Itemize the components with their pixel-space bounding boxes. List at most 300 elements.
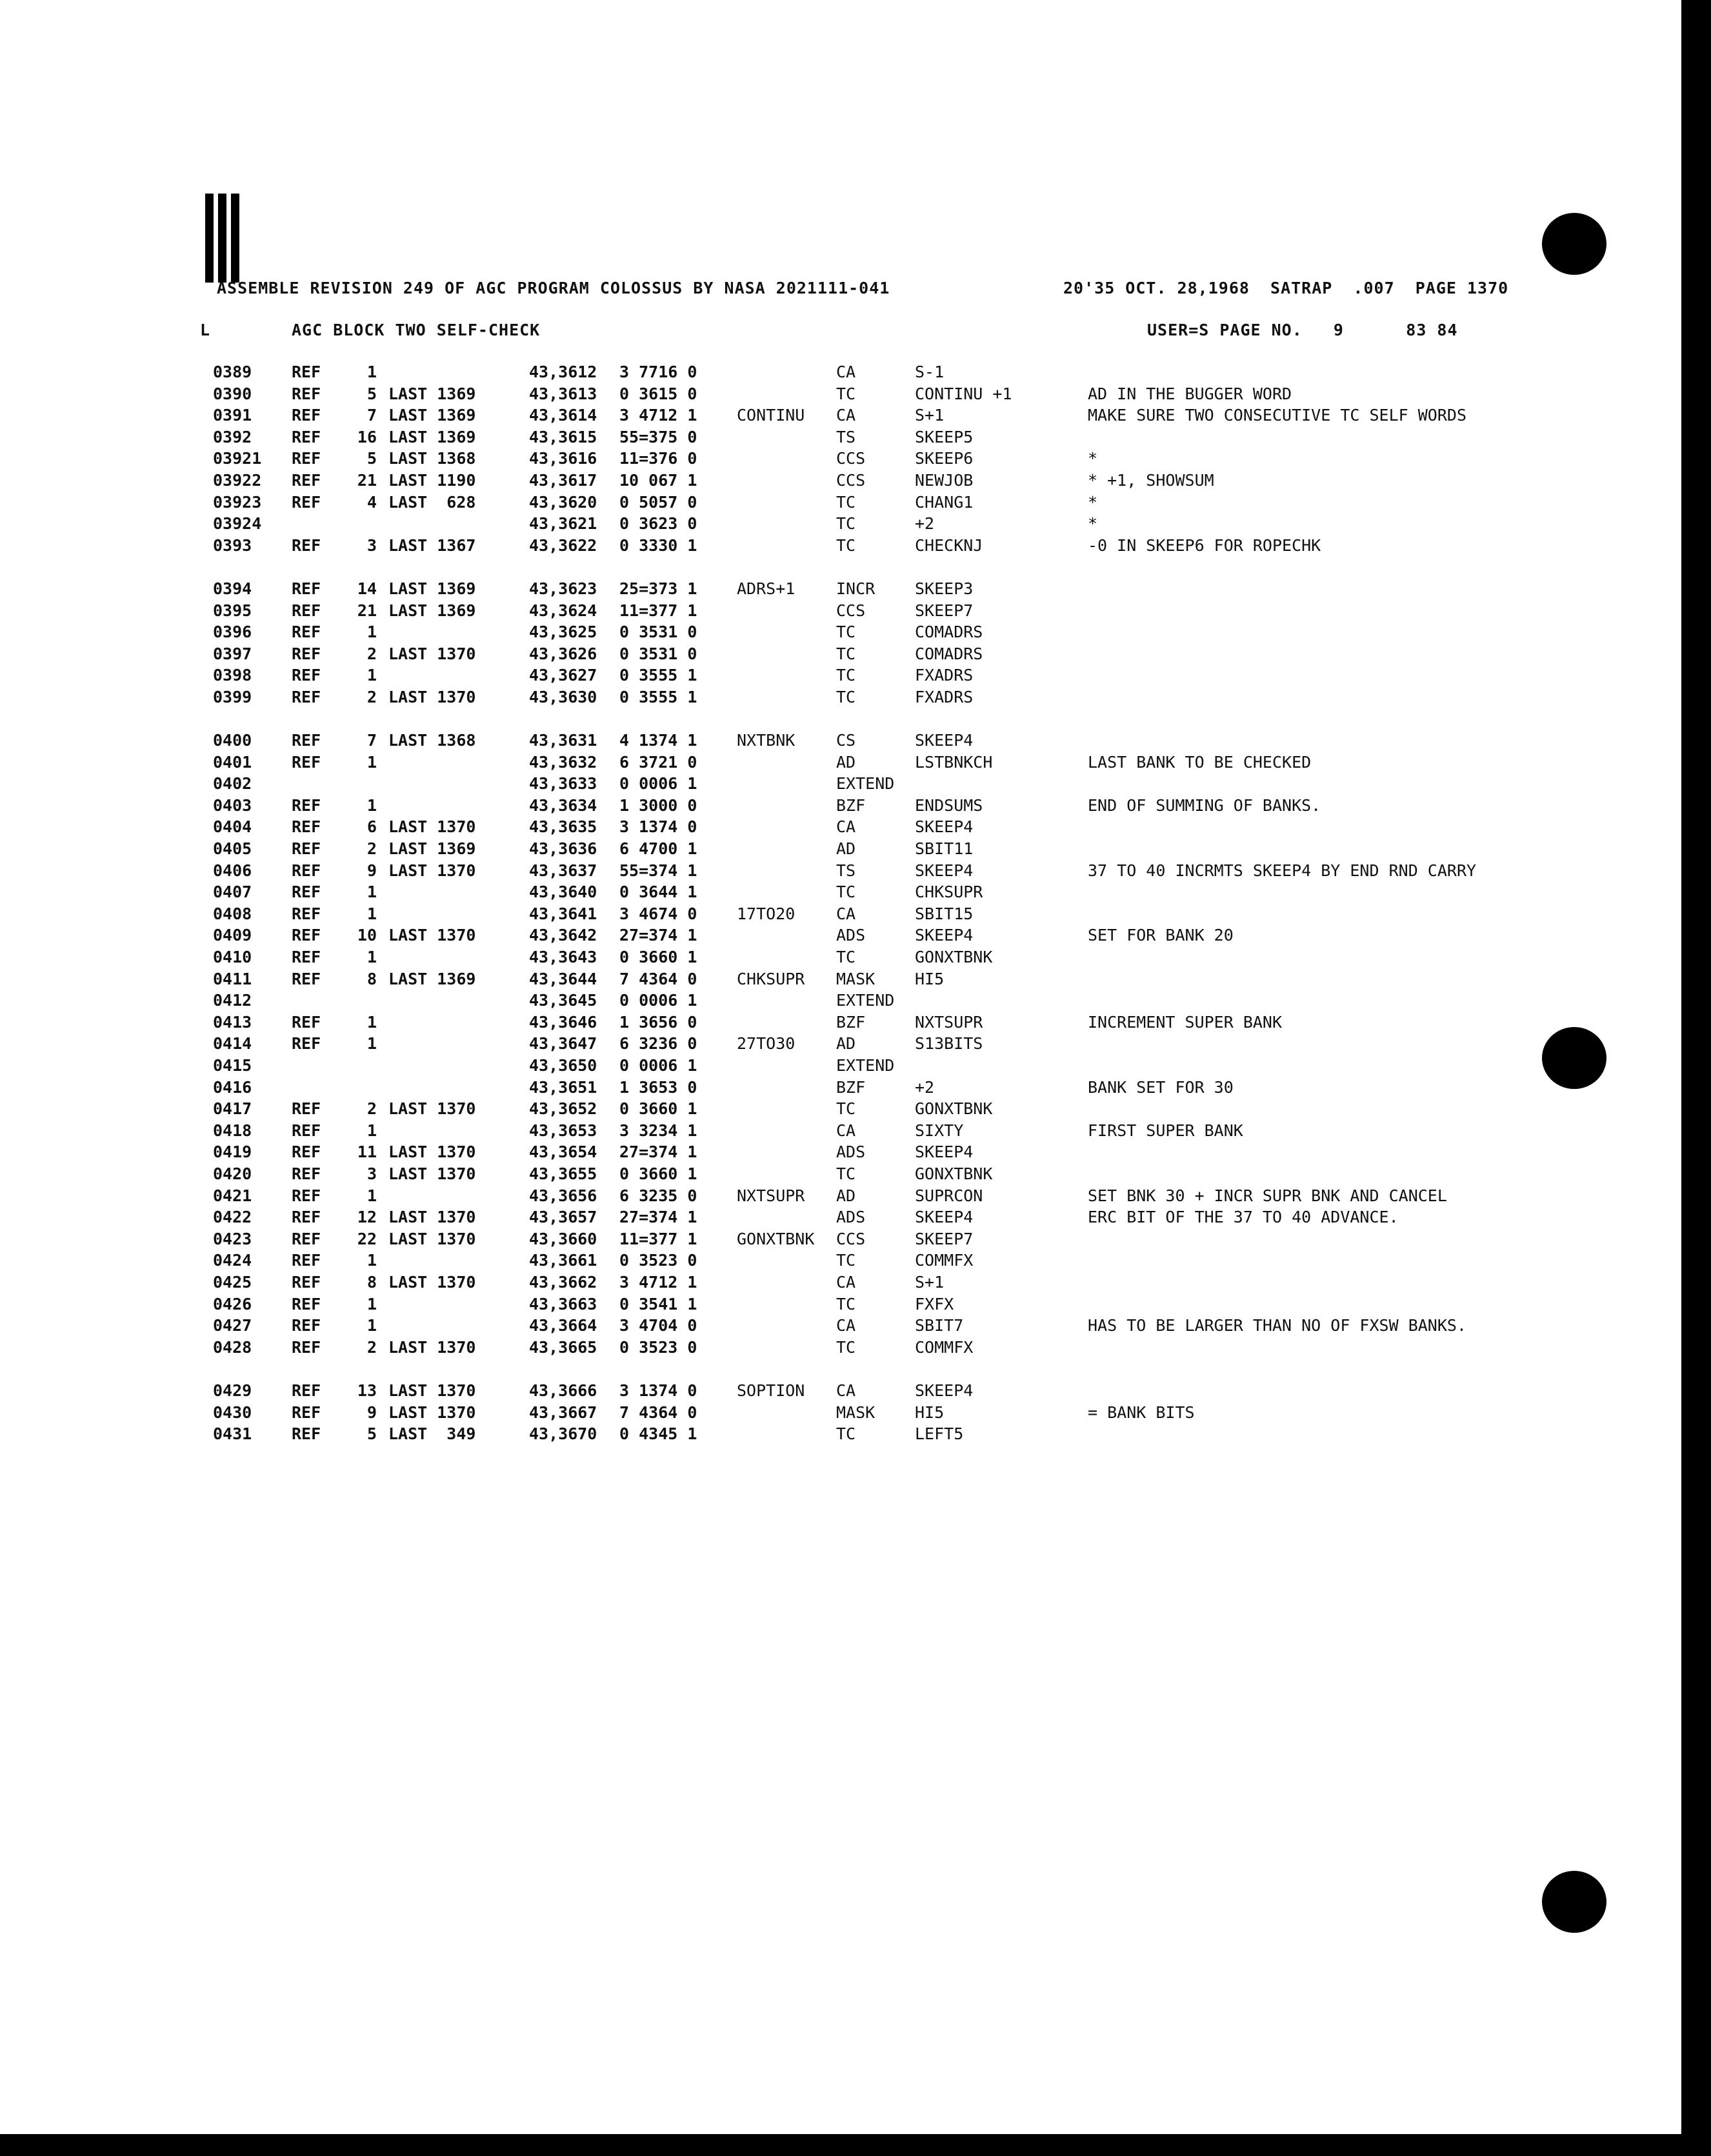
line-number: 0394 — [213, 579, 252, 598]
opcode: EXTEND — [836, 1056, 895, 1075]
line-number: 0428 — [213, 1337, 252, 1357]
ref-marker: REF — [292, 1251, 321, 1270]
listing-row — [0, 1099, 1677, 1121]
octal-code: 1 3656 0 — [619, 1012, 697, 1032]
octal-code: 0 3531 0 — [619, 644, 697, 663]
octal-code: 0 0006 1 — [619, 1056, 697, 1075]
symbol-label: CONTINU — [737, 406, 805, 425]
listing-row — [0, 363, 1677, 384]
listing-row — [0, 883, 1677, 904]
listing-row — [0, 774, 1677, 796]
memory-address: 43,3647 — [529, 1034, 597, 1053]
line-number: 0411 — [213, 969, 252, 988]
listing-row — [0, 1424, 1677, 1446]
octal-code: 55=374 1 — [619, 861, 697, 880]
octal-code: 0 3660 1 — [619, 1099, 697, 1119]
line-number: 0393 — [213, 535, 252, 555]
symbol-label: SOPTION — [737, 1381, 805, 1400]
octal-code: 3 4712 1 — [619, 406, 697, 425]
line-number: 0422 — [213, 1208, 252, 1227]
memory-address: 43,3632 — [529, 752, 597, 772]
ref-count: 2 — [366, 1099, 377, 1119]
octal-code: 1 3000 0 — [619, 795, 697, 815]
punch-hole-bottom — [1542, 1871, 1606, 1933]
opcode: ADS — [836, 926, 866, 945]
operand: FXADRS — [915, 687, 974, 706]
ref-count: 1 — [366, 1294, 377, 1313]
assembly-date-page: 20'35 OCT. 28,1968 SATRAP .007 PAGE 1370 — [1063, 279, 1509, 297]
memory-address: 43,3644 — [529, 969, 597, 988]
line-number: 0424 — [213, 1251, 252, 1270]
ref-count: 1 — [366, 1251, 377, 1270]
listing-row — [0, 1121, 1677, 1143]
ref-marker: REF — [292, 406, 321, 425]
listing-row — [0, 428, 1677, 450]
opcode: TC — [836, 687, 856, 706]
block-title: AGC BLOCK TWO SELF-CHECK — [292, 321, 541, 339]
listing-row — [0, 1273, 1677, 1295]
listing-row — [0, 839, 1677, 861]
symbol-label: GONXTBNK — [737, 1229, 815, 1248]
opcode: INCR — [836, 579, 876, 598]
opcode: AD — [836, 1034, 856, 1053]
memory-address: 43,3625 — [529, 623, 597, 642]
operand: SKEEP4 — [915, 1143, 974, 1162]
last-ref: LAST 1369 — [388, 427, 476, 446]
octal-code: 0 3330 1 — [619, 535, 697, 555]
operand: COMMFX — [915, 1251, 974, 1270]
ref-marker: REF — [292, 687, 321, 706]
line-number: 0395 — [213, 601, 252, 620]
line-number: 0389 — [213, 363, 252, 381]
comment: LAST BANK TO BE CHECKED — [1088, 752, 1312, 772]
ref-count: 7 — [366, 731, 377, 750]
opcode: ADS — [836, 1208, 866, 1227]
operand: S+1 — [915, 406, 945, 425]
opcode: CCS — [836, 601, 866, 620]
operand: GONXTBNK — [915, 1164, 993, 1183]
line-number: 0412 — [213, 991, 252, 1010]
comment: * +1, SHOWSUM — [1088, 470, 1214, 490]
ref-marker: REF — [292, 926, 321, 945]
comment: BANK SET FOR 30 — [1088, 1077, 1234, 1097]
memory-address: 43,3635 — [529, 817, 597, 837]
ref-count: 21 — [357, 470, 377, 490]
comment: = BANK BITS — [1088, 1402, 1195, 1422]
line-number: 0398 — [213, 666, 252, 685]
memory-address: 43,3661 — [529, 1251, 597, 1270]
memory-address: 43,3637 — [529, 861, 597, 880]
operand: S13BITS — [915, 1034, 983, 1053]
octal-code: 11=377 1 — [619, 601, 697, 620]
last-ref: LAST 1370 — [388, 1099, 476, 1119]
ref-count: 1 — [366, 1121, 377, 1140]
octal-code: 27=374 1 — [619, 926, 697, 945]
memory-address: 43,3666 — [529, 1381, 597, 1400]
listing-row — [0, 1316, 1677, 1338]
memory-address: 43,3626 — [529, 644, 597, 663]
listing-row — [0, 1295, 1677, 1317]
ref-count: 8 — [366, 969, 377, 988]
listing-row — [0, 1056, 1677, 1078]
listing-row — [0, 753, 1677, 775]
ref-count: 21 — [357, 601, 377, 620]
ref-marker: REF — [292, 601, 321, 620]
line-number: 0420 — [213, 1164, 252, 1183]
operand: FXADRS — [915, 666, 974, 685]
ref-count: 12 — [357, 1208, 377, 1227]
opcode: CS — [836, 731, 856, 750]
ref-marker: REF — [292, 644, 321, 663]
memory-address: 43,3622 — [529, 535, 597, 555]
ref-count: 1 — [366, 666, 377, 685]
operand: NEWJOB — [915, 470, 974, 490]
octal-code: 1 3653 0 — [619, 1077, 697, 1097]
ref-marker: REF — [292, 731, 321, 750]
operand: COMADRS — [915, 644, 983, 663]
operand: SKEEP5 — [915, 427, 974, 446]
listing-row — [0, 514, 1677, 536]
ref-count: 3 — [366, 535, 377, 555]
line-number: 0414 — [213, 1034, 252, 1053]
opcode: CA — [836, 406, 856, 425]
ref-count: 11 — [357, 1143, 377, 1162]
listing-row — [0, 601, 1677, 623]
ref-marker: REF — [292, 492, 321, 512]
opcode: CA — [836, 1316, 856, 1335]
ref-marker: REF — [292, 1294, 321, 1313]
memory-address: 43,3654 — [529, 1143, 597, 1162]
line-number: 03922 — [213, 470, 262, 490]
ref-count: 1 — [366, 904, 377, 923]
operand: S+1 — [915, 1272, 945, 1292]
ref-count: 1 — [366, 1012, 377, 1032]
ref-marker: REF — [292, 623, 321, 642]
opcode: AD — [836, 839, 856, 859]
listing-row — [0, 384, 1677, 406]
last-ref: LAST 1370 — [388, 1272, 476, 1292]
last-ref: LAST 628 — [388, 492, 476, 512]
opcode: TC — [836, 492, 856, 512]
memory-address: 43,3613 — [529, 384, 597, 403]
comment: 37 TO 40 INCRMTS SKEEP4 BY END RND CARRY — [1088, 861, 1477, 880]
listing-row — [0, 1034, 1677, 1056]
ref-marker: REF — [292, 579, 321, 598]
memory-address: 43,3660 — [529, 1229, 597, 1248]
opcode: CA — [836, 904, 856, 923]
line-number: 0404 — [213, 817, 252, 837]
line-number: 03923 — [213, 492, 262, 512]
octal-code: 55=375 0 — [619, 427, 697, 446]
ref-count: 1 — [366, 795, 377, 815]
line-number: 0421 — [213, 1186, 252, 1205]
section-mark: L — [200, 321, 211, 339]
symbol-label: 27TO30 — [737, 1034, 795, 1053]
ref-count: 5 — [366, 449, 377, 468]
opcode: ADS — [836, 1143, 866, 1162]
opcode: CA — [836, 817, 856, 837]
line-number: 0406 — [213, 861, 252, 880]
memory-address: 43,3667 — [529, 1402, 597, 1422]
line-number: 0400 — [213, 731, 252, 750]
opcode: BZF — [836, 1012, 866, 1032]
listing-row — [0, 493, 1677, 515]
operand: SKEEP4 — [915, 861, 974, 880]
punch-hole-top — [1542, 213, 1606, 275]
comment: MAKE SURE TWO CONSECUTIVE TC SELF WORDS — [1088, 406, 1466, 425]
ref-marker: REF — [292, 839, 321, 859]
listing-row — [0, 926, 1677, 948]
operand: SBIT7 — [915, 1316, 964, 1335]
listing-row — [0, 1164, 1677, 1186]
octal-code: 3 4704 0 — [619, 1316, 697, 1335]
memory-address: 43,3624 — [529, 601, 597, 620]
listing-row — [0, 1208, 1677, 1230]
line-number: 0392 — [213, 427, 252, 446]
ref-count: 22 — [357, 1229, 377, 1248]
memory-address: 43,3621 — [529, 514, 597, 534]
line-number: 0409 — [213, 926, 252, 945]
line-number: 0426 — [213, 1294, 252, 1313]
ref-marker: REF — [292, 449, 321, 468]
ref-count: 5 — [366, 384, 377, 403]
listing-row — [0, 1230, 1677, 1252]
ref-count: 1 — [366, 1316, 377, 1335]
opcode: TC — [836, 1424, 856, 1444]
octal-code: 0 0006 1 — [619, 774, 697, 794]
last-ref: LAST 1370 — [388, 1208, 476, 1227]
octal-code: 6 3236 0 — [619, 1034, 697, 1053]
comment: * — [1088, 514, 1098, 534]
ref-count: 1 — [366, 363, 377, 381]
line-number: 0391 — [213, 406, 252, 425]
memory-address: 43,3663 — [529, 1294, 597, 1313]
octal-code: 10 067 1 — [619, 470, 697, 490]
listing-row — [0, 1186, 1677, 1208]
ref-marker: REF — [292, 904, 321, 923]
last-ref: LAST 1370 — [388, 644, 476, 663]
ref-count: 1 — [366, 1186, 377, 1205]
line-number: 0427 — [213, 1316, 252, 1335]
octal-code: 0 3615 0 — [619, 384, 697, 403]
last-ref: LAST 1368 — [388, 449, 476, 468]
listing-row — [0, 817, 1677, 839]
last-ref: LAST 1190 — [388, 470, 476, 490]
operand: SKEEP4 — [915, 1381, 974, 1400]
ref-count: 2 — [366, 644, 377, 663]
operand: SKEEP4 — [915, 731, 974, 750]
line-number: 0431 — [213, 1424, 252, 1444]
ref-count: 8 — [366, 1272, 377, 1292]
ref-marker: REF — [292, 384, 321, 403]
octal-code: 7 4364 0 — [619, 1402, 697, 1422]
last-ref: LAST 1370 — [388, 1143, 476, 1162]
operand: CHKSUPR — [915, 883, 983, 902]
last-ref: LAST 1369 — [388, 969, 476, 988]
line-number: 0423 — [213, 1229, 252, 1248]
operand: SKEEP7 — [915, 601, 974, 620]
memory-address: 43,3655 — [529, 1164, 597, 1183]
line-number: 0408 — [213, 904, 252, 923]
operand: FXFX — [915, 1294, 954, 1313]
opcode: TC — [836, 1099, 856, 1119]
opcode: BZF — [836, 1077, 866, 1097]
octal-code: 0 5057 0 — [619, 492, 697, 512]
line-number: 0416 — [213, 1077, 252, 1097]
opcode: TC — [836, 623, 856, 642]
comment: SET BNK 30 + INCR SUPR BNK AND CANCEL — [1088, 1186, 1447, 1205]
operand: NXTSUPR — [915, 1012, 983, 1032]
ref-marker: REF — [292, 470, 321, 490]
comment: * — [1088, 492, 1098, 512]
octal-code: 3 7716 0 — [619, 363, 697, 381]
octal-code: 0 3660 1 — [619, 1164, 697, 1183]
opcode: TC — [836, 535, 856, 555]
operand: GONXTBNK — [915, 948, 993, 967]
memory-address: 43,3612 — [529, 363, 597, 381]
ref-count: 2 — [366, 839, 377, 859]
ref-count: 16 — [357, 427, 377, 446]
operand: CHANG1 — [915, 492, 974, 512]
line-number: 0425 — [213, 1272, 252, 1292]
ref-count: 14 — [357, 579, 377, 598]
memory-address: 43,3646 — [529, 1012, 597, 1032]
listing-row — [0, 796, 1677, 818]
code-listing — [0, 363, 1677, 1446]
listing-row — [0, 471, 1677, 493]
line-number: 0397 — [213, 644, 252, 663]
line-number: 0410 — [213, 948, 252, 967]
listing-row — [0, 449, 1677, 471]
octal-code: 0 3523 0 — [619, 1251, 697, 1270]
operand: SKEEP4 — [915, 1208, 974, 1227]
octal-code: 3 1374 0 — [619, 1381, 697, 1400]
memory-address: 43,3623 — [529, 579, 597, 598]
octal-code: 6 4700 1 — [619, 839, 697, 859]
line-number: 0403 — [213, 795, 252, 815]
row-spacer — [0, 1359, 1677, 1381]
opcode: CA — [836, 1121, 856, 1140]
line-number: 0429 — [213, 1381, 252, 1400]
comment: END OF SUMMING OF BANKS. — [1088, 795, 1321, 815]
comment: INCREMENT SUPER BANK — [1088, 1012, 1283, 1032]
memory-address: 43,3631 — [529, 731, 597, 750]
ref-marker: REF — [292, 1164, 321, 1183]
opcode: TC — [836, 948, 856, 967]
opcode: TS — [836, 427, 856, 446]
listing-row — [0, 1403, 1677, 1425]
listing-row — [0, 623, 1677, 644]
opcode: TC — [836, 384, 856, 403]
octal-code: 0 3555 1 — [619, 666, 697, 685]
last-ref: LAST 1370 — [388, 861, 476, 880]
ref-marker: REF — [292, 1012, 321, 1032]
octal-code: 3 4674 0 — [619, 904, 697, 923]
operand: LEFT5 — [915, 1424, 964, 1444]
line-number: 0415 — [213, 1056, 252, 1075]
listing-row — [0, 1251, 1677, 1273]
operand: SUPRCON — [915, 1186, 983, 1205]
line-number: 0417 — [213, 1099, 252, 1119]
line-number: 0405 — [213, 839, 252, 859]
last-ref: LAST 1367 — [388, 535, 476, 555]
scan-edge-bottom — [0, 2134, 1711, 2156]
memory-address: 43,3614 — [529, 406, 597, 425]
listing-row — [0, 688, 1677, 710]
octal-code: 4 1374 1 — [619, 731, 697, 750]
listing-row — [0, 1013, 1677, 1035]
opcode: CCS — [836, 449, 866, 468]
listing-row — [0, 1381, 1677, 1403]
memory-address: 43,3653 — [529, 1121, 597, 1140]
octal-code: 6 3235 0 — [619, 1186, 697, 1205]
opcode: TC — [836, 1337, 856, 1357]
listing-row — [0, 536, 1677, 558]
comment: AD IN THE BUGGER WORD — [1088, 384, 1292, 403]
listing-row — [0, 861, 1677, 883]
opcode: CCS — [836, 1229, 866, 1248]
ref-marker: REF — [292, 1208, 321, 1227]
ref-marker: REF — [292, 535, 321, 555]
octal-code: 0 0006 1 — [619, 991, 697, 1010]
operand: +2 — [915, 1077, 935, 1097]
octal-code: 7 4364 0 — [619, 969, 697, 988]
line-number: 0401 — [213, 752, 252, 772]
last-ref: LAST 1370 — [388, 687, 476, 706]
opcode: EXTEND — [836, 774, 895, 794]
symbol-label: CHKSUPR — [737, 969, 805, 988]
opcode: TC — [836, 514, 856, 534]
ref-marker: REF — [292, 1034, 321, 1053]
row-spacer — [0, 557, 1677, 579]
line-number: 0413 — [213, 1012, 252, 1032]
ref-marker: REF — [292, 1143, 321, 1162]
scan-edge-right — [1681, 0, 1711, 2156]
octal-code: 0 3623 0 — [619, 514, 697, 534]
ref-count: 5 — [366, 1424, 377, 1444]
octal-code: 0 3555 1 — [619, 687, 697, 706]
opcode: AD — [836, 752, 856, 772]
line-number: 0390 — [213, 384, 252, 403]
line-number: 0430 — [213, 1402, 252, 1422]
line-number: 0418 — [213, 1121, 252, 1140]
ref-count: 13 — [357, 1381, 377, 1400]
memory-address: 43,3630 — [529, 687, 597, 706]
octal-code: 27=374 1 — [619, 1143, 697, 1162]
memory-address: 43,3645 — [529, 991, 597, 1010]
ref-count: 1 — [366, 1034, 377, 1053]
ref-marker: REF — [292, 1337, 321, 1357]
operand: SKEEP4 — [915, 817, 974, 837]
memory-address: 43,3657 — [529, 1208, 597, 1227]
comment: HAS TO BE LARGER THAN NO OF FXSW BANKS. — [1088, 1316, 1466, 1335]
ref-count: 10 — [357, 926, 377, 945]
ref-marker: REF — [292, 948, 321, 967]
ref-count: 1 — [366, 948, 377, 967]
listing-row — [0, 731, 1677, 753]
ref-count: 2 — [366, 687, 377, 706]
memory-address: 43,3670 — [529, 1424, 597, 1444]
line-number: 0396 — [213, 623, 252, 642]
ref-marker: REF — [292, 427, 321, 446]
ref-marker: REF — [292, 666, 321, 685]
last-ref: LAST 1369 — [388, 601, 476, 620]
opcode: TC — [836, 883, 856, 902]
line-number: 03924 — [213, 514, 262, 534]
comment: SET FOR BANK 20 — [1088, 926, 1234, 945]
listing-row — [0, 948, 1677, 970]
listing-row — [0, 644, 1677, 666]
